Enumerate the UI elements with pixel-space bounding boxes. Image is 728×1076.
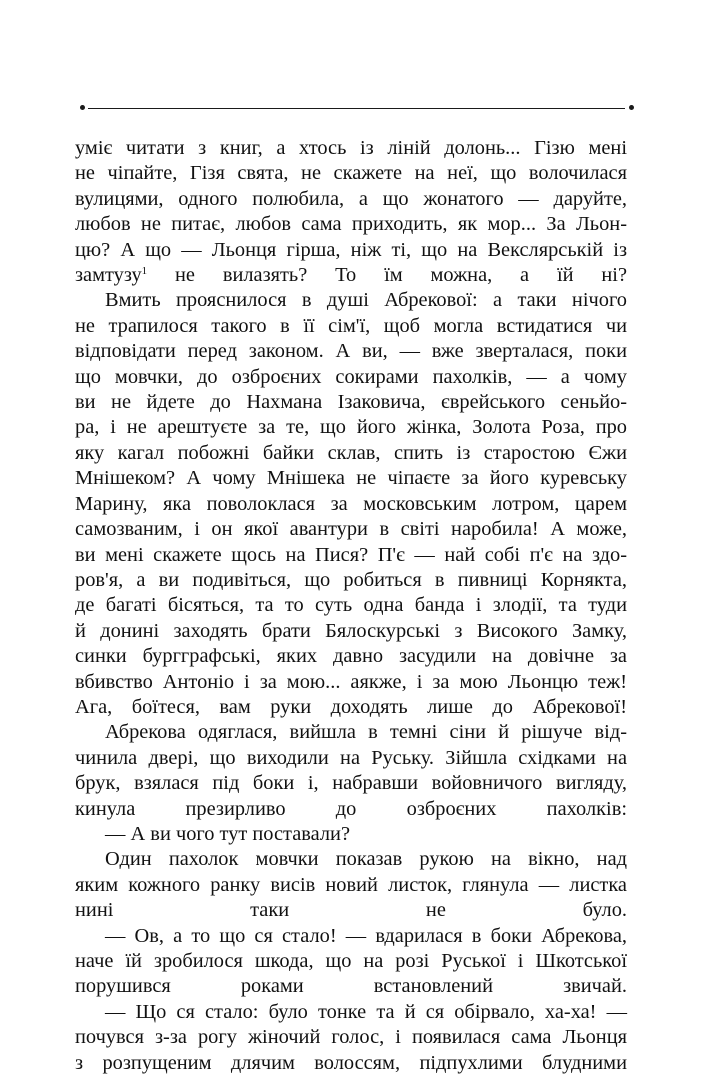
paragraph-6 [75,924,627,1000]
paragraph-7 [75,1000,627,1076]
line: Мнішеком? А чому Мнішека не чіпаєте за його куревську [75,467,627,490]
line: й донині заходять брати Бялоскурські з Високого Замку, [75,619,627,642]
footnote-marker[interactable]: 1 [141,265,148,278]
line: яку кагал побожні байки склав, спить із старостою Єжи [75,441,627,464]
header-rule-dot-left [80,105,85,110]
paragraph-4 [75,822,627,847]
line: нині таки не було. [75,899,627,922]
line: з розпущеним длячим волоссям, підпухлими блудними [75,1051,627,1074]
line: ра, і не арештуєте за те, що його жінка, Золота Роза, про [75,416,627,439]
line: де багаті бісяться, та то суть одна банда і злодії, та туди [75,594,627,617]
paragraph-1 [75,136,627,288]
body-text [75,136,627,1076]
line: синки бургграфські, яких давно засудили на довічне за [75,645,627,668]
line: порушився роками встановлений звичай. [75,975,627,998]
line: брук, взялася під боки і, набравши войовничого вигляду, [75,772,627,795]
paragraph-5 [75,847,627,923]
line: що мовчки, до озброєних сокирами пахолків, — а чому [75,365,627,388]
line: ви мені скажете щось на Пися? П'є — най собі п'є на здо- [75,543,627,566]
line: відповідати перед законом. А ви, — вже зверталася, поки [75,340,627,363]
line: кинула презирливо до озброєних пахолків: [75,797,627,820]
line: яким кожного ранку висів новий листок, глянула — листка [75,873,627,896]
line: чинила двері, що виходили на Руську. Зійшла східками на [75,746,627,769]
line: — Ов, а то що ся стало! — вдарилася в боки Абрекова, [105,924,627,947]
line: Абрекова одяглася, вийшла в темні сіни й рішуче від- [105,721,627,744]
line: самозваним, і он якої авантури в світі наробила! А може, [75,518,627,541]
line: не чіпайте, Гізя свята, не скажете на неї, що волочилася [75,162,627,185]
line: ров'я, а ви подивіться, що робиться в пивниці Корнякта, [75,568,627,591]
line: вбивство Антоніо і за мою... аякже, і за мою Льонцю теж! [75,670,627,693]
line: ви не йдете до Нахмана Ізаковича, єврейського сеньйо- [75,391,627,414]
line: вулицями, одного полюбила, а що жонатого — даруйте, [75,187,627,210]
header-rule-dot-right [629,105,634,110]
line: Один пахолок мовчки показав рукою на вікно, над [105,848,627,871]
line-end: не вилазять? То їм можна, а їй ні? [147,264,627,287]
line: — Що ся стало: було тонке та й ся обірвало, ха-ха! — [105,1000,627,1023]
line: Ага, боїтеся, вам руки доходять лише до Абрекової! [75,695,627,718]
line: почувся з-за рогу жіночий голос, і появилася сама Льонця [75,1026,627,1049]
paragraph-2 [75,288,627,720]
header-rule [88,108,625,109]
paragraph-3 [75,720,627,822]
line: — А ви чого тут поставали? [105,822,350,845]
line: Марину, яка поволоклася за московським лотром, царем [75,492,627,515]
line: наче їй зробилося шкода, що на розі Руської і Шкотської [75,950,627,972]
line: Вмить прояснилося в душі Абрекової: а таки нічого [105,289,627,312]
line: любов не питає, любов сама приходить, як мор... За Льон- [75,213,627,236]
line-start: замтузу [75,264,142,287]
line: не трапилося такого в її сім'ї, щоб могла встидатися чи [75,314,627,337]
line: уміє читати з книг, а хтось із ліній долонь... Гізю мені [75,137,627,159]
line: цю? А що — Льонця гірша, ніж ті, що на Векслярській із [75,238,627,261]
